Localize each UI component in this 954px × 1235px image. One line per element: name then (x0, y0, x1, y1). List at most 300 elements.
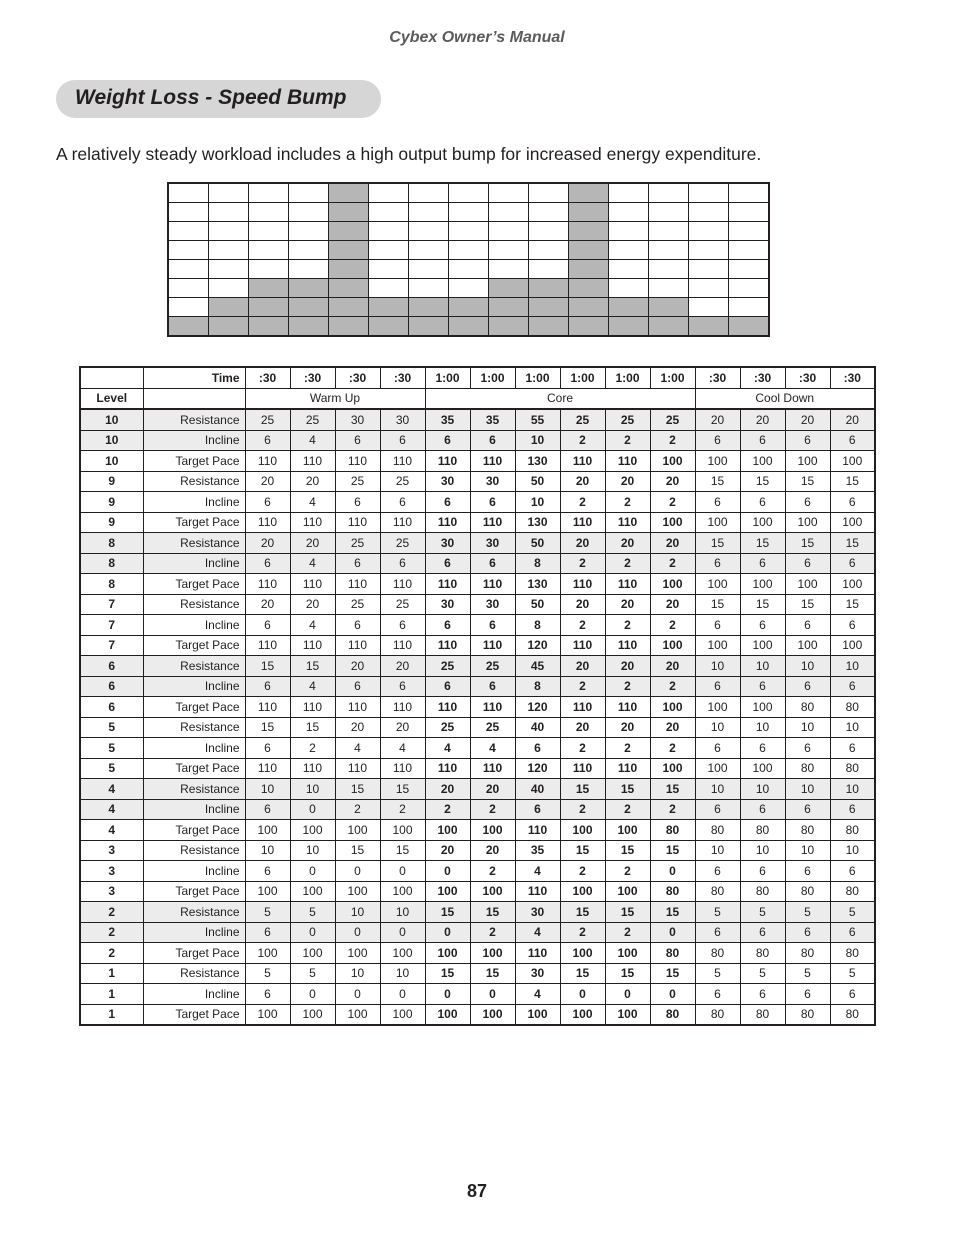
value-cell: 25 (380, 594, 425, 615)
value-cell: 100 (245, 943, 290, 964)
value-cell: 6 (695, 430, 740, 451)
value-cell: 15 (650, 779, 695, 800)
value-cell: 15 (650, 963, 695, 984)
value-cell: 8 (515, 553, 560, 574)
profile-cell (449, 279, 489, 298)
profile-cell (168, 317, 209, 337)
value-cell: 2 (650, 738, 695, 759)
value-cell: 80 (695, 820, 740, 841)
parameter-cell: Target Pace (143, 1004, 245, 1025)
value-cell: 25 (335, 594, 380, 615)
value-cell: 5 (740, 902, 785, 923)
workload-profile-graph (167, 182, 770, 337)
value-cell: 15 (695, 594, 740, 615)
value-cell: 6 (245, 553, 290, 574)
value-cell: 4 (290, 492, 335, 513)
value-cell: 10 (740, 840, 785, 861)
profile-cell (329, 298, 369, 317)
value-cell: 110 (245, 574, 290, 595)
program-row (80, 676, 875, 697)
value-cell: 50 (515, 471, 560, 492)
value-cell: 6 (335, 676, 380, 697)
value-cell: 20 (560, 471, 605, 492)
value-cell: 10 (290, 840, 335, 861)
profile-cell (569, 183, 609, 203)
parameter-cell: Resistance (143, 533, 245, 554)
profile-cell (529, 317, 569, 337)
value-cell: 2 (560, 430, 605, 451)
time-cell: 1:00 (425, 367, 470, 388)
profile-cell (649, 317, 689, 337)
value-cell: 6 (785, 492, 830, 513)
value-cell: 2 (605, 861, 650, 882)
value-cell: 15 (470, 963, 515, 984)
value-cell: 6 (740, 676, 785, 697)
value-cell: 0 (650, 984, 695, 1005)
value-cell: 80 (785, 943, 830, 964)
value-cell: 6 (335, 615, 380, 636)
value-cell: 20 (245, 533, 290, 554)
profile-cell (449, 183, 489, 203)
value-cell: 6 (740, 984, 785, 1005)
value-cell: 100 (740, 574, 785, 595)
value-cell: 100 (560, 1004, 605, 1025)
parameter-cell: Resistance (143, 902, 245, 923)
value-cell: 110 (605, 758, 650, 779)
value-cell: 15 (425, 963, 470, 984)
value-cell: 100 (650, 635, 695, 656)
value-cell: 20 (245, 594, 290, 615)
value-cell: 0 (380, 922, 425, 943)
profile-cell (249, 222, 289, 241)
value-cell: 100 (245, 820, 290, 841)
value-cell: 0 (605, 984, 650, 1005)
value-cell: 100 (290, 1004, 335, 1025)
profile-cell (329, 203, 369, 222)
profile-cell (649, 279, 689, 298)
profile-cell (689, 317, 729, 337)
time-cell: :30 (380, 367, 425, 388)
value-cell: 20 (605, 717, 650, 738)
time-cell: :30 (785, 367, 830, 388)
profile-cell (209, 203, 249, 222)
profile-cell (729, 279, 770, 298)
value-cell: 100 (335, 881, 380, 902)
program-row (80, 820, 875, 841)
value-cell: 25 (560, 409, 605, 430)
value-cell: 10 (830, 840, 875, 861)
value-cell: 110 (605, 697, 650, 718)
profile-cell (369, 260, 409, 279)
value-cell: 6 (245, 861, 290, 882)
value-cell: 20 (650, 656, 695, 677)
value-cell: 110 (425, 697, 470, 718)
value-cell: 6 (425, 430, 470, 451)
value-cell: 80 (650, 820, 695, 841)
value-cell: 110 (335, 758, 380, 779)
value-cell: 100 (560, 820, 605, 841)
value-cell: 110 (335, 635, 380, 656)
profile-cell (489, 203, 529, 222)
value-cell: 6 (695, 492, 740, 513)
value-cell: 2 (605, 799, 650, 820)
value-cell: 35 (470, 409, 515, 430)
value-cell: 80 (830, 943, 875, 964)
value-cell: 20 (425, 840, 470, 861)
program-row (80, 451, 875, 472)
value-cell: 8 (515, 615, 560, 636)
value-cell: 6 (785, 676, 830, 697)
value-cell: 100 (740, 512, 785, 533)
level-cell: 3 (80, 881, 143, 902)
profile-cell (289, 279, 329, 298)
value-cell: 6 (515, 738, 560, 759)
value-cell: 20 (560, 717, 605, 738)
value-cell: 20 (560, 533, 605, 554)
profile-cell (369, 241, 409, 260)
profile-cell (689, 279, 729, 298)
value-cell: 10 (695, 656, 740, 677)
value-cell: 6 (380, 492, 425, 513)
value-cell: 20 (335, 717, 380, 738)
program-row (80, 779, 875, 800)
value-cell: 6 (695, 861, 740, 882)
value-cell: 80 (830, 881, 875, 902)
value-cell: 6 (425, 553, 470, 574)
parameter-cell: Incline (143, 553, 245, 574)
value-cell: 100 (695, 574, 740, 595)
profile-cell (689, 203, 729, 222)
value-cell: 100 (740, 451, 785, 472)
value-cell: 10 (785, 840, 830, 861)
value-cell: 100 (650, 574, 695, 595)
value-cell: 100 (830, 512, 875, 533)
value-cell: 100 (425, 820, 470, 841)
level-cell: 8 (80, 574, 143, 595)
level-cell: 9 (80, 512, 143, 533)
profile-cell (489, 183, 529, 203)
value-cell: 80 (785, 820, 830, 841)
program-row (80, 430, 875, 451)
value-cell: 15 (695, 471, 740, 492)
profile-cell (449, 317, 489, 337)
parameter-cell: Incline (143, 922, 245, 943)
value-cell: 110 (335, 574, 380, 595)
program-row (80, 512, 875, 533)
value-cell: 25 (335, 471, 380, 492)
value-cell: 80 (740, 1004, 785, 1025)
value-cell: 100 (290, 881, 335, 902)
profile-cell (249, 260, 289, 279)
profile-cell (529, 222, 569, 241)
profile-cell (609, 298, 649, 317)
value-cell: 20 (740, 409, 785, 430)
value-cell: 110 (380, 635, 425, 656)
value-cell: 6 (245, 676, 290, 697)
value-cell: 80 (830, 1004, 875, 1025)
value-cell: 2 (560, 553, 605, 574)
value-cell: 15 (290, 717, 335, 738)
value-cell: 2 (560, 738, 605, 759)
value-cell: 30 (470, 471, 515, 492)
value-cell: 110 (560, 451, 605, 472)
profile-cell (249, 298, 289, 317)
value-cell: 6 (830, 984, 875, 1005)
profile-row (168, 203, 769, 222)
value-cell: 15 (245, 717, 290, 738)
value-cell: 5 (290, 963, 335, 984)
profile-cell (289, 298, 329, 317)
profile-cell (569, 279, 609, 298)
value-cell: 6 (695, 676, 740, 697)
value-cell: 6 (470, 676, 515, 697)
value-cell: 6 (380, 553, 425, 574)
value-cell: 100 (290, 943, 335, 964)
value-cell: 110 (335, 451, 380, 472)
profile-cell (249, 203, 289, 222)
value-cell: 0 (560, 984, 605, 1005)
value-cell: 10 (830, 717, 875, 738)
profile-cell (649, 222, 689, 241)
value-cell: 110 (245, 697, 290, 718)
level-cell: 4 (80, 799, 143, 820)
value-cell: 4 (515, 984, 560, 1005)
value-cell: 50 (515, 594, 560, 615)
profile-cell (569, 203, 609, 222)
profile-cell (409, 222, 449, 241)
value-cell: 6 (425, 615, 470, 636)
value-cell: 100 (740, 697, 785, 718)
value-cell: 110 (380, 574, 425, 595)
value-cell: 10 (695, 717, 740, 738)
value-cell: 4 (290, 430, 335, 451)
level-cell: 6 (80, 656, 143, 677)
value-cell: 30 (425, 594, 470, 615)
value-cell: 15 (605, 840, 650, 861)
value-cell: 110 (245, 635, 290, 656)
value-cell: 25 (425, 717, 470, 738)
value-cell: 10 (695, 779, 740, 800)
value-cell: 6 (785, 984, 830, 1005)
profile-cell (209, 317, 249, 337)
profile-row (168, 298, 769, 317)
value-cell: 15 (560, 779, 605, 800)
value-cell: 0 (380, 861, 425, 882)
value-cell: 100 (470, 943, 515, 964)
profile-cell (569, 222, 609, 241)
value-cell: 110 (515, 820, 560, 841)
parameter-cell: Target Pace (143, 820, 245, 841)
profile-cell (689, 260, 729, 279)
value-cell: 80 (740, 943, 785, 964)
value-cell: 2 (650, 492, 695, 513)
value-cell: 6 (245, 922, 290, 943)
value-cell: 110 (605, 451, 650, 472)
program-row (80, 574, 875, 595)
value-cell: 6 (785, 861, 830, 882)
value-cell: 4 (335, 738, 380, 759)
value-cell: 15 (560, 902, 605, 923)
value-cell: 10 (740, 779, 785, 800)
value-cell: 15 (785, 471, 830, 492)
value-cell: 100 (740, 635, 785, 656)
level-cell: 4 (80, 779, 143, 800)
value-cell: 110 (470, 512, 515, 533)
value-cell: 100 (425, 881, 470, 902)
profile-cell (329, 241, 369, 260)
profile-cell (289, 203, 329, 222)
value-cell: 10 (290, 779, 335, 800)
profile-cell (168, 203, 209, 222)
value-cell: 6 (470, 553, 515, 574)
value-cell: 5 (245, 902, 290, 923)
profile-cell (609, 222, 649, 241)
level-cell: 7 (80, 594, 143, 615)
profile-row (168, 183, 769, 203)
value-cell: 110 (605, 512, 650, 533)
value-cell: 0 (470, 984, 515, 1005)
value-cell: 4 (380, 738, 425, 759)
value-cell: 2 (605, 615, 650, 636)
manual-header: Cybex Owner’s Manual (389, 29, 565, 46)
value-cell: 6 (425, 492, 470, 513)
level-cell: 6 (80, 697, 143, 718)
profile-cell (168, 222, 209, 241)
value-cell: 6 (830, 615, 875, 636)
profile-cell (369, 203, 409, 222)
value-cell: 15 (785, 533, 830, 554)
section-title-pill (56, 80, 381, 118)
value-cell: 110 (425, 635, 470, 656)
value-cell: 6 (785, 738, 830, 759)
value-cell: 20 (470, 840, 515, 861)
value-cell: 100 (605, 1004, 650, 1025)
value-cell: 110 (380, 451, 425, 472)
profile-cell (689, 183, 729, 203)
value-cell: 110 (335, 512, 380, 533)
program-row (80, 717, 875, 738)
value-cell: 20 (290, 594, 335, 615)
profile-cell (249, 241, 289, 260)
level-cell: 2 (80, 902, 143, 923)
value-cell: 6 (695, 922, 740, 943)
value-cell: 100 (335, 943, 380, 964)
profile-cell (529, 279, 569, 298)
profile-row (168, 317, 769, 337)
value-cell: 6 (425, 676, 470, 697)
value-cell: 100 (605, 881, 650, 902)
value-cell: 120 (515, 758, 560, 779)
value-cell: 20 (605, 533, 650, 554)
value-cell: 100 (245, 1004, 290, 1025)
value-cell: 80 (695, 943, 740, 964)
value-cell: 15 (290, 656, 335, 677)
value-cell: 110 (290, 451, 335, 472)
value-cell: 100 (695, 451, 740, 472)
value-cell: 10 (740, 656, 785, 677)
parameter-cell: Incline (143, 984, 245, 1005)
value-cell: 30 (425, 533, 470, 554)
value-cell: 5 (785, 902, 830, 923)
level-cell: 3 (80, 840, 143, 861)
value-cell: 15 (605, 779, 650, 800)
value-cell: 6 (830, 430, 875, 451)
value-cell: 110 (560, 635, 605, 656)
profile-cell (369, 222, 409, 241)
value-cell: 6 (695, 799, 740, 820)
value-cell: 5 (695, 963, 740, 984)
profile-cell (249, 279, 289, 298)
value-cell: 110 (335, 697, 380, 718)
program-row (80, 738, 875, 759)
value-cell: 110 (290, 758, 335, 779)
value-cell: 15 (695, 533, 740, 554)
profile-cell (329, 260, 369, 279)
value-cell: 110 (425, 451, 470, 472)
parameter-cell: Target Pace (143, 697, 245, 718)
value-cell: 20 (695, 409, 740, 430)
value-cell: 6 (245, 615, 290, 636)
value-cell: 4 (470, 738, 515, 759)
profile-cell (689, 241, 729, 260)
value-cell: 130 (515, 451, 560, 472)
value-cell: 100 (335, 1004, 380, 1025)
time-cell: :30 (290, 367, 335, 388)
profile-cell (289, 183, 329, 203)
level-cell: 2 (80, 922, 143, 943)
profile-cell (369, 298, 409, 317)
value-cell: 80 (695, 881, 740, 902)
value-cell: 100 (695, 758, 740, 779)
profile-cell (329, 222, 369, 241)
parameter-cell: Resistance (143, 409, 245, 430)
value-cell: 6 (470, 492, 515, 513)
value-cell: 6 (785, 615, 830, 636)
value-cell: 80 (695, 1004, 740, 1025)
value-cell: 110 (560, 574, 605, 595)
value-cell: 20 (830, 409, 875, 430)
level-header: Level (80, 388, 143, 409)
level-cell: 10 (80, 430, 143, 451)
profile-cell (649, 183, 689, 203)
value-cell: 2 (605, 738, 650, 759)
value-cell: 6 (245, 984, 290, 1005)
program-row (80, 922, 875, 943)
time-cell: :30 (695, 367, 740, 388)
program-row (80, 840, 875, 861)
parameter-cell: Incline (143, 615, 245, 636)
value-cell: 20 (290, 471, 335, 492)
profile-cell (409, 279, 449, 298)
value-cell: 4 (290, 676, 335, 697)
value-cell: 100 (650, 451, 695, 472)
value-cell: 15 (650, 840, 695, 861)
value-cell: 0 (290, 984, 335, 1005)
value-cell: 5 (785, 963, 830, 984)
profile-cell (609, 260, 649, 279)
value-cell: 6 (785, 922, 830, 943)
value-cell: 20 (560, 594, 605, 615)
value-cell: 10 (245, 779, 290, 800)
blank-cell (143, 388, 245, 409)
parameter-cell: Resistance (143, 471, 245, 492)
profile-cell (649, 241, 689, 260)
value-cell: 10 (830, 779, 875, 800)
parameter-cell: Resistance (143, 963, 245, 984)
value-cell: 6 (695, 738, 740, 759)
level-cell: 8 (80, 533, 143, 554)
parameter-cell: Incline (143, 430, 245, 451)
